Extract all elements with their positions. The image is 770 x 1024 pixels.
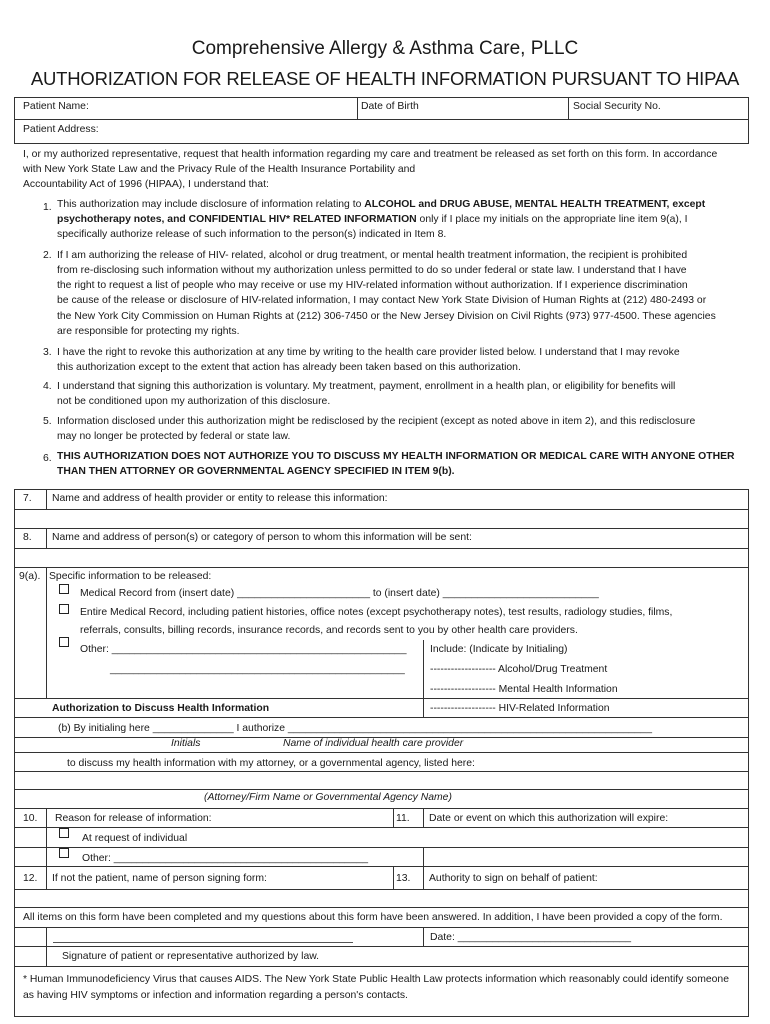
item-1-text: only if I place my initials on the appropriate line item 9(a), I xyxy=(416,214,688,225)
item-2-line: from re-disclosing such information without my authorization unless permitted to do so under federal or state law. I understand that I have xyxy=(57,265,687,276)
item-5-line: may no longer be protected by federal or state law. xyxy=(57,431,291,442)
divider xyxy=(14,509,748,510)
other-info-checkbox[interactable] xyxy=(59,637,69,647)
item-4-line: not be conditioned upon my authorization of this disclosure. xyxy=(57,396,331,407)
include-hiv[interactable]: ------------------- HIV-Related Information xyxy=(430,703,610,714)
item-1-bold: ALCOHOL and DRUG ABUSE, MENTAL HEALTH TREATMENT, except xyxy=(364,199,706,210)
item-1-text: This authorization may include disclosure of information relating to xyxy=(57,199,365,210)
provider-caption: Name of individual health care provider xyxy=(283,738,464,749)
divider xyxy=(14,808,748,809)
item-number: 2. xyxy=(43,250,52,261)
divider xyxy=(14,752,748,753)
include-label: Include: (Indicate by Initialing) xyxy=(430,644,568,655)
divider xyxy=(14,866,748,867)
item-2-line: be cause of the release or disclosure of HIV-related information, I may contact New York State Division of Human Rights at (212) 480-2493 or xyxy=(57,295,707,306)
item-9b-line[interactable]: (b) By initialing here ______________ I authorize _______________________________________________________________ xyxy=(58,723,652,734)
divider xyxy=(14,889,748,890)
divider xyxy=(14,717,748,718)
item-5-line: Information disclosed under this authorization might be redisclosed by the recipient (except as noted above in item 2), and this redisclosure xyxy=(57,416,696,427)
item-6-line: THIS AUTHORIZATION DOES NOT AUTHORIZE YOU TO DISCUSS MY HEALTH INFORMATION OR MEDICAL CARE WITH ANYONE OTHER xyxy=(57,451,735,462)
item-10-label: Reason for release of information: xyxy=(55,813,212,824)
divider xyxy=(46,528,47,548)
item-number: 6. xyxy=(43,453,52,464)
footnote-line: * Human Immunodeficiency Virus that causes AIDS. The New York State Public Health Law protects information which reasonably could identify someone xyxy=(23,974,729,985)
form-title: AUTHORIZATION FOR RELEASE OF HEALTH INFORMATION PURSUANT TO HIPAA xyxy=(30,68,740,89)
item-3-line: this authorization except to the extent that action has already been taken based on this authorization. xyxy=(57,362,521,373)
item-2-line: the right to request a list of people who may receive or use my HIV-related information without authorization. If I experience discrimination xyxy=(57,280,688,291)
other-info-line[interactable]: ___________________________________________________ xyxy=(110,664,405,675)
divider xyxy=(14,966,748,967)
divider xyxy=(423,808,424,828)
item-11-label[interactable]: Date or event on which this authorization will expire: xyxy=(429,813,669,824)
date-of-birth-label[interactable]: Date of Birth xyxy=(361,101,419,112)
divider xyxy=(14,946,748,947)
signature-caption: Signature of patient or representative authorized by law. xyxy=(62,951,320,962)
at-request-checkbox[interactable] xyxy=(59,828,69,838)
item-12-number: 12. xyxy=(23,873,38,884)
divider xyxy=(46,567,47,698)
auth-discuss-heading: Authorization to Discuss Health Information xyxy=(52,703,270,714)
company-name: Comprehensive Allergy & Asthma Care, PLLC xyxy=(191,38,579,59)
date-field[interactable]: Date: ______________________________ xyxy=(430,932,632,943)
item-8-label[interactable]: Name and address of person(s) or category of person to whom this information will be sent: xyxy=(52,532,472,543)
item-number: 5. xyxy=(43,416,52,427)
medical-record-checkbox[interactable] xyxy=(59,584,69,594)
intro-line: I, or my authorized representative, request that health information regarding my care and treatment be released as set forth on this form. In accordance xyxy=(23,149,718,160)
patient-address-label[interactable]: Patient Address: xyxy=(23,124,99,135)
divider xyxy=(46,866,47,889)
item-2-line: are responsible for protecting my rights. xyxy=(57,326,240,337)
divider xyxy=(393,808,394,828)
include-alcohol-drug[interactable]: ------------------- Alcohol/Drug Treatment xyxy=(430,664,608,675)
divider xyxy=(568,97,569,119)
divider xyxy=(14,528,748,529)
other-info-option[interactable]: Other: ___________________________________________________ xyxy=(80,644,407,655)
ssn-label[interactable]: Social Security No. xyxy=(573,101,661,112)
divider xyxy=(14,927,748,928)
divider xyxy=(14,567,748,568)
entire-record-option-cont: referrals, consults, billing records, insurance records, and records sent to you by other health care providers. xyxy=(80,625,578,636)
other-reason-option[interactable]: Other: ____________________________________________ xyxy=(82,853,369,864)
divider xyxy=(14,771,748,772)
item-9a-label: Specific information to be released: xyxy=(49,571,212,582)
divider xyxy=(14,119,748,120)
initials-caption: Initials xyxy=(171,738,201,749)
divider xyxy=(423,847,424,867)
divider xyxy=(46,808,47,867)
item-10-number: 10. xyxy=(23,813,38,824)
item-4-line: I understand that signing this authorization is voluntary. My treatment, payment, enrollment in a health plan, or eligibility for benefits will xyxy=(57,381,676,392)
form-box xyxy=(14,489,749,1017)
divider xyxy=(357,97,358,119)
item-1-line: specifically authorize release of such information to the person(s) indicated in Item 8. xyxy=(57,229,447,240)
item-2-line: If I am authorizing the release of HIV- related, alcohol or drug treatment, or mental health treatment information, the recipient is prohibited xyxy=(57,250,688,261)
item-6-line: THAN THEN ATTORNEY OR GOVERNMENTAL AGENCY SPECIFIED IN ITEM 9(b). xyxy=(57,466,455,477)
divider xyxy=(423,866,424,889)
divider xyxy=(393,866,394,889)
item-13-number: 13. xyxy=(396,873,411,884)
item-8-number: 8. xyxy=(23,532,32,543)
divider xyxy=(423,927,424,947)
other-reason-checkbox[interactable] xyxy=(59,848,69,858)
intro-line: Accountability Act of 1996 (HIPAA), I understand that: xyxy=(23,179,269,190)
item-number: 1. xyxy=(43,202,52,213)
item-9a-number: 9(a). xyxy=(19,571,41,582)
divider xyxy=(46,489,47,509)
divider xyxy=(14,789,748,790)
item-7-number: 7. xyxy=(23,493,32,504)
item-13-label[interactable]: Authority to sign on behalf of patient: xyxy=(429,873,598,884)
medical-record-option[interactable]: Medical Record from (insert date) _______________________ to (insert date) ___________________________ xyxy=(80,588,599,599)
item-2-line: the New York City Commission on Human Rights at (212) 306-7450 or the New Jersey Division on Civil Rights (973) 977-4500. These agencies xyxy=(57,311,716,322)
entire-record-option[interactable]: Entire Medical Record, including patient histories, office notes (except psychotherapy notes), test results, radiology studies, films, xyxy=(80,607,673,618)
divider xyxy=(46,927,47,966)
patient-name-label[interactable]: Patient Name: xyxy=(23,101,89,112)
divider xyxy=(14,827,748,828)
divider xyxy=(14,907,748,908)
signature-line[interactable] xyxy=(53,942,353,943)
item-11-number: 11. xyxy=(396,813,410,824)
at-request-option[interactable]: At request of individual xyxy=(82,833,188,844)
intro-line: with New York State Law and the Privacy Rule of the Health Insurance Portability and xyxy=(23,164,416,175)
item-number: 3. xyxy=(43,347,52,358)
item-number: 4. xyxy=(43,381,52,392)
item-1-bold: psychotherapy notes, and CONFIDENTIAL HIV* RELATED INFORMATION xyxy=(57,214,417,225)
attorney-caption: (Attorney/Firm Name or Governmental Agency Name) xyxy=(204,792,452,803)
divider xyxy=(14,548,748,549)
item-7-label[interactable]: Name and address of health provider or entity to release this information: xyxy=(52,493,388,504)
item-3-line: I have the right to revoke this authorization at any time by writing to the health care provider listed below. I understand that I may revoke xyxy=(57,347,680,358)
divider xyxy=(423,640,424,718)
footnote-line: as having HIV symptoms or infection and information regarding a person's contacts. xyxy=(23,990,408,1001)
item-1-line xyxy=(57,212,688,227)
include-mental-health[interactable]: ------------------- Mental Health Information xyxy=(430,684,618,695)
divider xyxy=(14,698,748,699)
item-12-label[interactable]: If not the patient, name of person signing form: xyxy=(52,873,267,884)
discuss-line: to discuss my health information with my attorney, or a governmental agency, listed here: xyxy=(67,758,475,769)
completion-statement: All items on this form have been completed and my questions about this form have been answered. In addition, I have been provided a copy of the form. xyxy=(23,912,723,923)
item-1-line xyxy=(57,197,705,212)
entire-record-checkbox[interactable] xyxy=(59,604,69,614)
divider xyxy=(14,847,748,848)
